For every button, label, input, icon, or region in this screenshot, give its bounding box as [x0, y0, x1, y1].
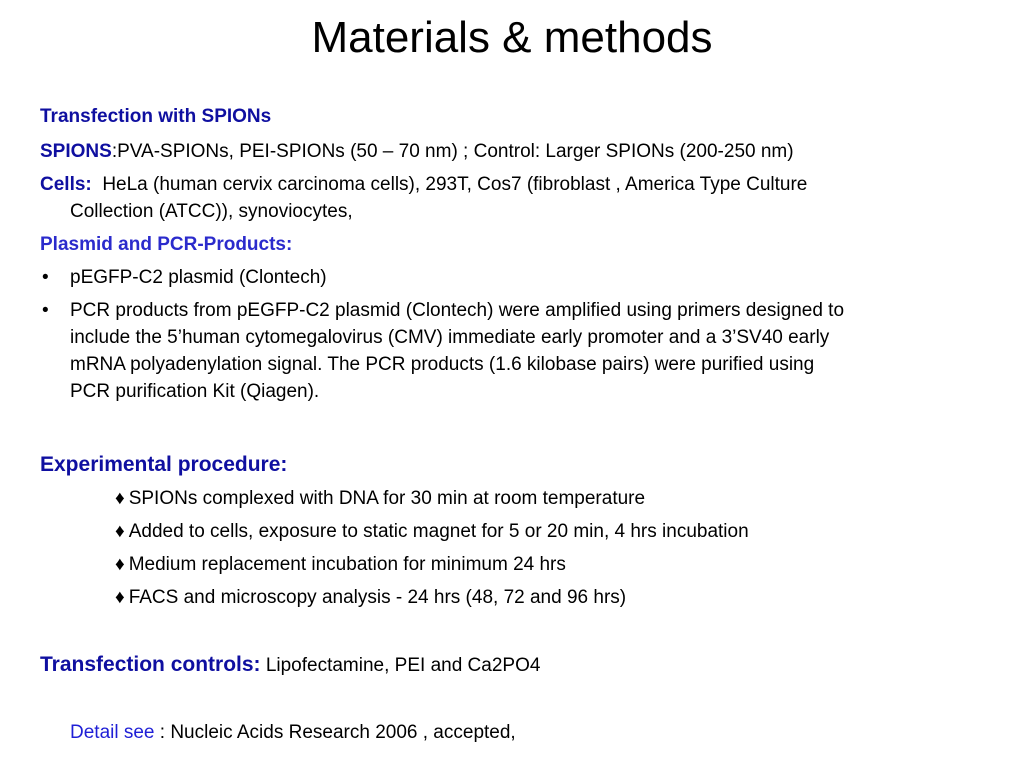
spions-line	[40, 139, 794, 165]
bullet-icon: •	[42, 300, 49, 321]
plasmid-item-2-line-2: include the 5’human cytomegalovirus (CMV) immediate early promoter and a 3’SV40 early	[70, 327, 830, 348]
diamond-bullet-icon: ♦	[115, 554, 125, 575]
procedure-step-1	[115, 486, 645, 512]
procedure-step-4	[115, 585, 626, 611]
cells-line	[40, 172, 807, 198]
plasmid-item-2-line-3: mRNA polyadenylation signal. The PCR products (1.6 kilobase pairs) were purified using	[70, 354, 815, 375]
controls-heading: Transfection controls:	[40, 653, 261, 676]
reference-line	[70, 720, 516, 746]
plasmid-item-2-line-1: PCR products from pEGFP-C2 plasmid (Clontech) were amplified using primers designed to	[70, 300, 845, 321]
spions-text: :PVA-SPIONs, PEI-SPIONs (50 – 70 nm) ; Control: Larger SPIONs (200-250 nm)	[111, 141, 794, 162]
procedure-step-text: Added to cells, exposure to static magnet for 5 or 20 min, 4 hrs incubation	[128, 521, 749, 542]
procedure-step-text: Medium replacement incubation for minimum 24 hrs	[128, 554, 566, 575]
plasmid-item-2-line-4: PCR purification Kit (Qiagen).	[70, 381, 320, 402]
bullet-icon: •	[42, 267, 49, 288]
section-heading-transfection: Transfection with SPIONs	[40, 106, 272, 127]
detail-see-link[interactable]: Detail see	[70, 722, 155, 743]
procedure-step-text: SPIONs complexed with DNA for 30 min at room temperature	[128, 488, 646, 509]
procedure-step-3	[115, 552, 566, 578]
procedure-step-2	[115, 519, 749, 545]
slide-title: Materials & methods	[311, 13, 713, 62]
procedure-heading: Experimental procedure:	[40, 453, 288, 476]
diamond-bullet-icon: ♦	[115, 587, 125, 608]
spions-label: SPIONS	[40, 141, 112, 162]
cells-label: Cells:	[40, 174, 92, 195]
cells-text-line2: Collection (ATCC)), synoviocytes,	[70, 201, 353, 222]
cells-text-line1: HeLa (human cervix carcinoma cells), 293T, Cos7 (fibroblast , America Type Culture	[102, 174, 808, 195]
procedure-step-text: FACS and microscopy analysis - 24 hrs (48, 72 and 96 hrs)	[128, 587, 627, 608]
plasmid-item-1-text: pEGFP-C2 plasmid (Clontech)	[70, 267, 327, 288]
reference-text: : Nucleic Acids Research 2006 , accepted,	[159, 722, 516, 743]
plasmid-heading: Plasmid and PCR-Products:	[40, 234, 293, 255]
controls-text: Lipofectamine, PEI and Ca2PO4	[265, 655, 541, 676]
diamond-bullet-icon: ♦	[115, 488, 125, 509]
controls-line	[40, 652, 540, 679]
diamond-bullet-icon: ♦	[115, 521, 125, 542]
